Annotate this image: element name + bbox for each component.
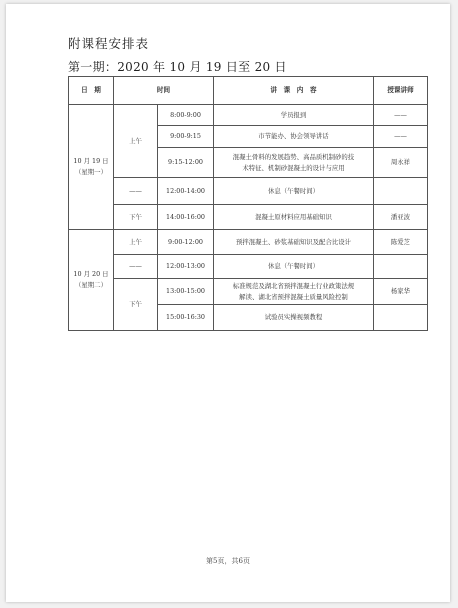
lecturer-cell: —— [374, 105, 428, 126]
table-row [69, 178, 428, 205]
schedule-table [68, 76, 428, 331]
day1-afternoon: 下午 [114, 205, 158, 230]
header-date: 日 期 [69, 77, 114, 105]
header-time: 时间 [114, 77, 214, 105]
day2-weekday: （星期二） [75, 281, 107, 289]
lecturer-cell [374, 305, 428, 331]
day1-dash-period: —— [114, 178, 158, 205]
day1-weekday: （星期一） [75, 168, 107, 176]
day1-date-cell [69, 105, 114, 230]
lecturer-cell: 杨家华 [374, 279, 428, 305]
document-page [6, 4, 450, 602]
content-cell: 试验员实操视频教程 [214, 305, 374, 331]
day2-dash-period: —— [114, 255, 158, 279]
table-row [69, 255, 428, 279]
content-cell: 混凝土原材料应用基础知识 [214, 205, 374, 230]
time-cell: 12:00-13:00 [158, 255, 214, 279]
time-cell: 14:00-16:00 [158, 205, 214, 230]
header-content: 讲 课 内 容 [214, 77, 374, 105]
day2-date-cell [69, 230, 114, 331]
content-line: 混凝土骨料的发展趋势、高品质机制砂的技 [232, 152, 355, 161]
day2-afternoon: 下午 [114, 279, 158, 331]
page-footer: 第5页，共6页 [206, 557, 250, 565]
lecturer-cell: 陈爱芝 [374, 230, 428, 255]
lecturer-cell: 周永祥 [374, 148, 428, 178]
header-lecturer: 授课讲师 [374, 77, 428, 105]
content-cell: 休息（午餐时间） [214, 178, 374, 205]
content-cell [214, 148, 374, 178]
content-cell: 休息（午餐时间） [214, 255, 374, 279]
time-cell: 8:00-9:00 [158, 105, 214, 126]
day1-date: 10 月 19 日 [73, 157, 109, 165]
content-line: 术特征、机制砂混凝土的设计与应用 [242, 163, 345, 172]
content-cell: 预拌混凝土、砂浆基础知识及配合比设计 [214, 230, 374, 255]
day2-date: 10 月 20 日 [73, 270, 109, 278]
day1-morning: 上午 [114, 105, 158, 178]
time-cell: 9:15-12:00 [158, 148, 214, 178]
time-cell: 13:00-15:00 [158, 279, 214, 305]
lecturer-cell [374, 178, 428, 205]
lecturer-cell: —— [374, 126, 428, 148]
lecturer-cell [374, 255, 428, 279]
session-subtitle: 第一期：2020 年 10 月 19 日至 20 日 [68, 60, 287, 74]
content-cell: 学员报到 [214, 105, 374, 126]
document-title: 附课程安排表 [68, 36, 150, 51]
table-row [69, 205, 428, 230]
content-cell [214, 279, 374, 305]
content-cell: 市节能办、协会领导讲话 [214, 126, 374, 148]
table-row [69, 230, 428, 255]
content-line: 解读、湖北省预拌混凝土质量风险控制 [239, 292, 348, 301]
time-cell: 9:00-9:15 [158, 126, 214, 148]
table-row [69, 105, 428, 126]
time-cell: 12:00-14:00 [158, 178, 214, 205]
table-row [69, 279, 428, 305]
lecturer-cell: 潘亚波 [374, 205, 428, 230]
time-cell: 15:00-16:30 [158, 305, 214, 331]
time-cell: 9:00-12:00 [158, 230, 214, 255]
table-header-row [69, 77, 428, 105]
day2-morning: 上午 [114, 230, 158, 255]
content-line: 标准规范及湖北省预拌混凝土行业政策法规 [232, 281, 355, 290]
